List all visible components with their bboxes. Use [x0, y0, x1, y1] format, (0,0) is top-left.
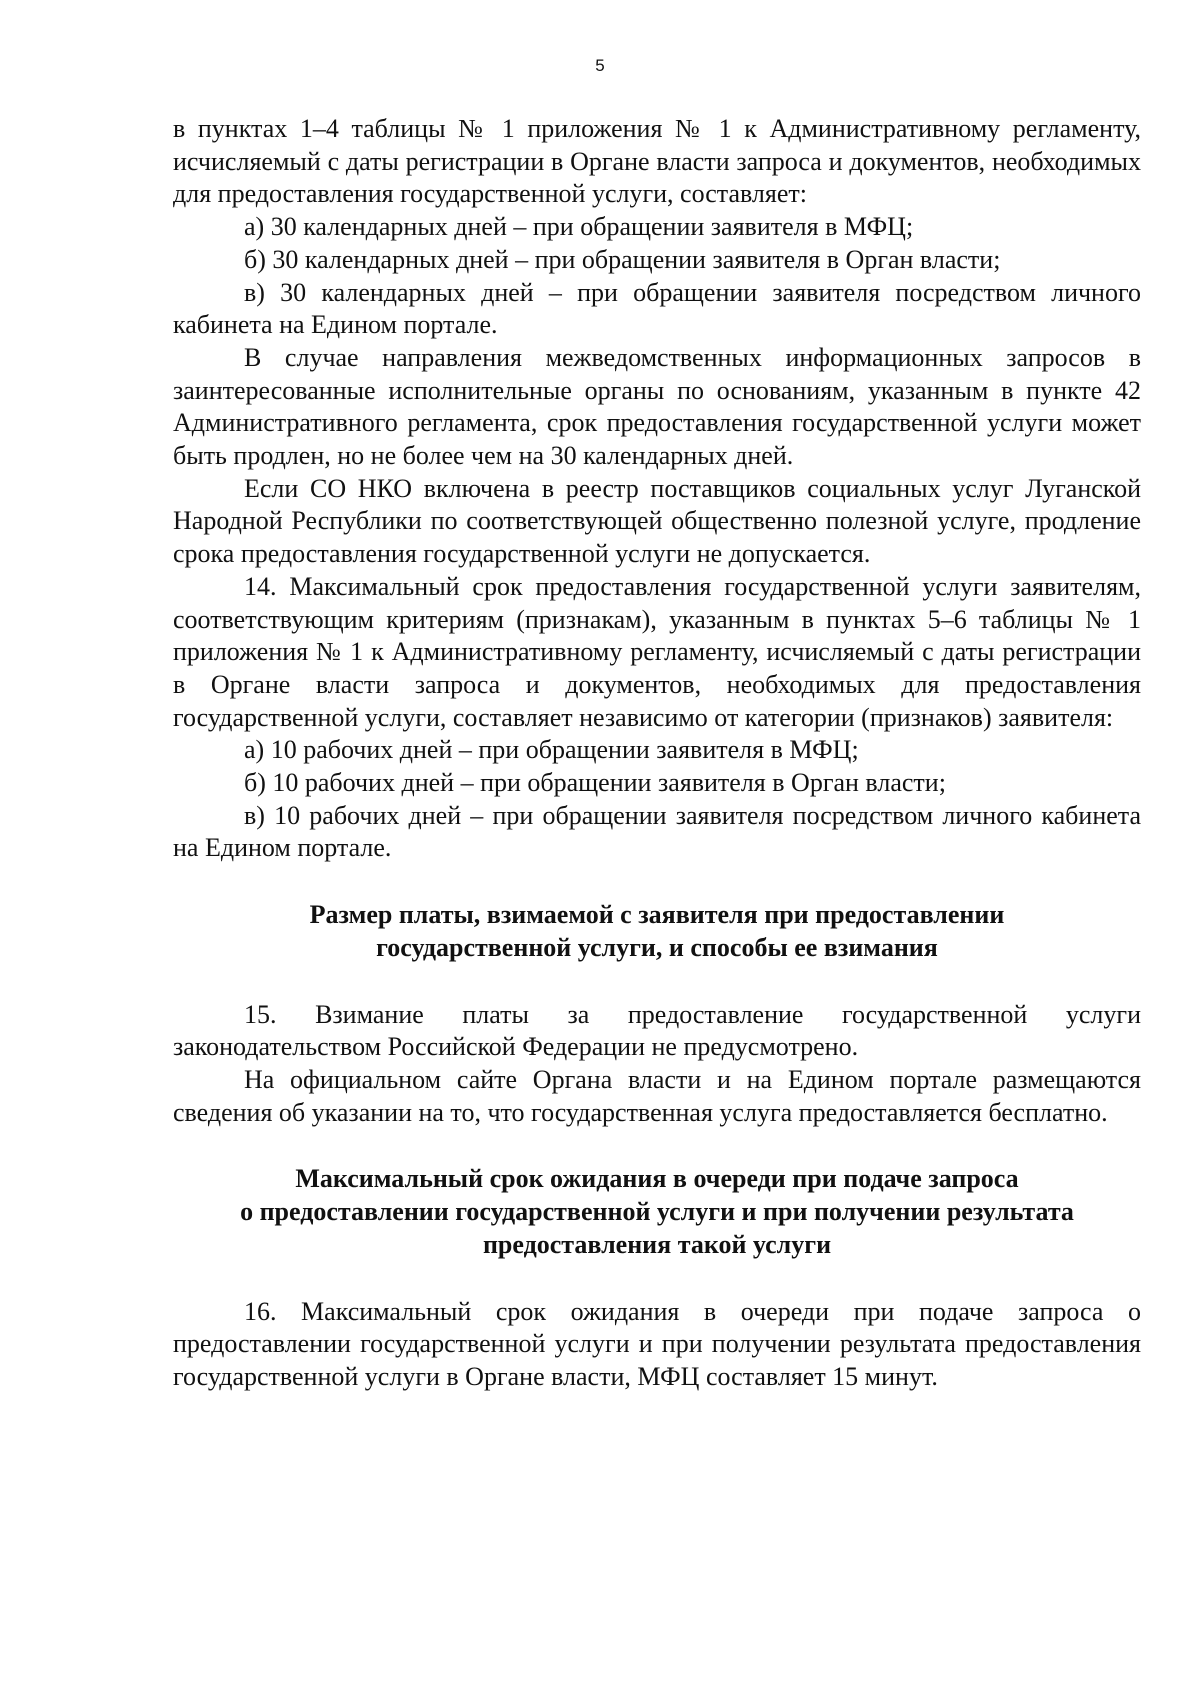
paragraph-16: 16. Максимальный срок ожидания в очереди при подаче запроса о предоставлении государственной услуги и при получении результата предоставления государственной услуги в Органе власти, МФЦ составляет 15 минут. — [173, 1296, 1141, 1391]
section-heading-queue-line: о предоставлении государственной услуги и при получении результата — [240, 1197, 1074, 1227]
section-heading-queue — [173, 1163, 1141, 1261]
section-heading-fee-line: Размер платы, взимаемой с заявителя при предоставлении — [309, 900, 1005, 930]
paragraph-extension: В случае направления межведомственных информационных запросов в заинтересованные исполнительные органы по основаниям, указанным в пункте 42 Административного регламента, срок предоставления государственной услуги может быть продлен, но не более чем на 30 календарных дней. — [173, 342, 1141, 471]
paragraph-continuation: в пунктах 1–4 таблицы № 1 приложения № 1 к Административному регламенту, исчисляемый с даты регистрации в Органе власти запроса и документов, необходимых для предоставления государственной услуги, составляет: — [173, 114, 1141, 209]
section-heading-queue-line: предоставления такой услуги — [482, 1229, 832, 1259]
paragraph-15: 15. Взимание платы за предоставление государственной услуги законодательством Российской Федерации не предусмотрено. — [173, 999, 1141, 1062]
list-item-a-mfc: а) 30 календарных дней – при обращении заявителя в МФЦ; — [244, 212, 914, 242]
paragraph-so-nko: Если СО НКО включена в реестр поставщиков социальных услуг Луганской Народной Республики по соответствующей общественно полезной услуге, продление срока предоставления государственной услуги не допускается. — [173, 473, 1141, 569]
section-heading-queue-line: Максимальный срок ожидания в очереди при подаче запроса — [295, 1164, 1019, 1194]
page-number: 5 — [595, 56, 605, 75]
list-item-b-authority-10: б) 10 рабочих дней – при обращении заявителя в Орган власти; — [244, 768, 946, 798]
list-item-v-portal: в) 30 календарных дней – при обращении заявителя посредством личного кабинета на Едином портале. — [173, 277, 1141, 340]
list-item-a-mfc-10: а) 10 рабочих дней – при обращении заявителя в МФЦ; — [244, 735, 859, 765]
paragraph-free-service: На официальном сайте Органа власти и на Едином портале размещаются сведения об указании на то, что государственная услуга предоставляется бесплатно. — [173, 1064, 1141, 1127]
section-heading-fee-line: государственной услуги, и способы ее взимания — [376, 932, 938, 962]
paragraph-14: 14. Максимальный срок предоставления государственной услуги заявителям, соответствующим критериям (признакам), указанным в пунктах 5–6 таблицы № 1 приложения № 1 к Административному регламенту, исчисляемый с даты регистрации в Органе власти запроса и документов, необходимых для предоставления государственной услуги, составляет независимо от категории (признаков) заявителя: — [173, 571, 1141, 732]
list-item-b-authority: б) 30 календарных дней – при обращении заявителя в Орган власти; — [244, 244, 1001, 274]
list-item-v-portal-10: в) 10 рабочих дней – при обращении заявителя посредством личного кабинета на Едином портале. — [173, 800, 1141, 863]
section-heading-fee — [173, 899, 1141, 964]
document-body — [173, 113, 1141, 1394]
